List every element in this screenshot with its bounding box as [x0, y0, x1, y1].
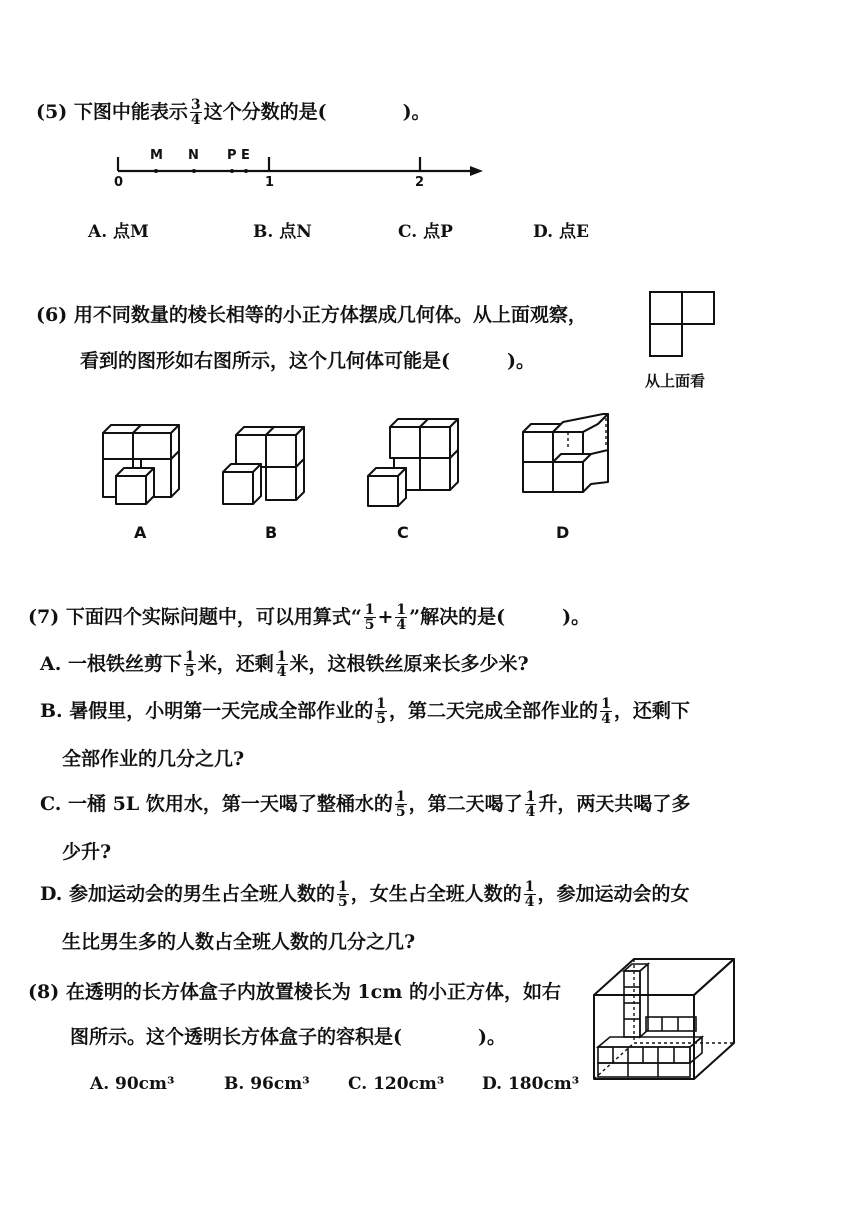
q7-b-text2: ，第二天完成全部作业的: [389, 699, 599, 722]
point-p: [230, 169, 234, 173]
solid-figure-d: [518, 410, 614, 496]
top-view-label: 从上面看: [645, 372, 706, 390]
tick-label-1: 1: [265, 175, 275, 190]
q8-option-d[interactable]: D. 180cm³: [482, 1074, 580, 1094]
q7-d-text3: ，参加运动会的女: [537, 882, 690, 905]
q8-line1: (8) 在透明的长方体盒子内放置棱长为 1cm 的小正方体，如右: [28, 981, 561, 1003]
q7-b-text3: ，还剩下: [613, 699, 690, 722]
q7-option-c[interactable]: [40, 790, 690, 820]
q7-a-frac2: $\frac{1}{4}$: [276, 649, 287, 681]
q7-d-text1: D. 参加运动会的男生占全班人数的: [40, 882, 336, 905]
q7-option-d[interactable]: [40, 880, 690, 910]
q8-option-b[interactable]: B. 96cm³: [224, 1074, 310, 1094]
q7-b-frac1: $\frac{1}{5}$: [376, 696, 387, 728]
figure-label-d[interactable]: D: [556, 523, 570, 542]
q7-option-b-line2: 全部作业的几分之几?: [62, 748, 245, 770]
q7-a-text2: 米，还剩: [197, 652, 274, 675]
q7-option-c-line2: 少升?: [62, 841, 112, 863]
top-view-figure: [646, 289, 718, 359]
solid-figure-b: [218, 420, 318, 508]
q7-stem-a: (7) 下面四个实际问题中，可以用算式“: [28, 605, 362, 628]
figure-label-b[interactable]: B: [265, 523, 278, 542]
q7-d-text2: ，女生占全班人数的: [350, 882, 522, 905]
q7-stem-b: ”解决的是( )。: [409, 605, 591, 628]
q8-option-c[interactable]: C. 120cm³: [348, 1074, 445, 1094]
q5-stem: [36, 98, 431, 128]
q7-c-text1: C. 一桶 5L 饮用水，第一天喝了整桶水的: [40, 792, 393, 815]
q7-stem-frac2: $\frac{1}{4}$: [396, 602, 407, 634]
figure-label-a[interactable]: A: [134, 523, 147, 542]
q7-stem-frac1: $\frac{1}{5}$: [364, 602, 375, 634]
q7-c-frac2: $\frac{1}{4}$: [525, 789, 536, 821]
q7-b-frac2: $\frac{1}{4}$: [601, 696, 611, 728]
q7-c-frac1: $\frac{1}{5}$: [395, 789, 406, 821]
solid-figure-a: [98, 422, 182, 506]
q7-stem: [28, 603, 590, 633]
label-n: N: [188, 148, 199, 163]
point-e: [244, 169, 248, 173]
transparent-box-figure: [590, 955, 740, 1085]
label-e: E: [241, 148, 250, 163]
q7-b-text1: B. 暑假里，小明第一天完成全部作业的: [40, 699, 374, 722]
q5-suffix: 这个分数的是( )。: [203, 100, 431, 123]
q5-fraction: $\frac{3}{4}$: [190, 97, 201, 129]
q7-d-frac2: $\frac{1}{4}$: [524, 879, 535, 911]
figure-label-c[interactable]: C: [397, 523, 409, 542]
q7-c-text3: 升，两天共喝了多: [538, 792, 691, 815]
q7-stem-plus: +: [377, 605, 394, 628]
q7-a-text1: A. 一根铁丝剪下: [40, 652, 182, 675]
q6-line1: (6) 用不同数量的棱长相等的小正方体摆成几何体。从上面观察，: [36, 304, 587, 326]
q5-option-a[interactable]: A. 点M: [88, 222, 149, 242]
q7-option-a[interactable]: [40, 650, 529, 680]
q7-d-frac1: $\frac{1}{5}$: [338, 879, 348, 911]
q8-option-a[interactable]: A. 90cm³: [90, 1074, 175, 1094]
label-m: M: [150, 148, 163, 163]
solid-figure-c: [364, 414, 464, 510]
q5-option-d[interactable]: D. 点E: [533, 222, 589, 242]
tick-label-2: 2: [415, 175, 425, 190]
tick-label-0: 0: [114, 175, 124, 190]
q7-a-frac1: $\frac{1}{5}$: [184, 649, 195, 681]
q6-line2: 看到的图形如右图所示，这个几何体可能是( )。: [80, 350, 535, 372]
q7-option-b[interactable]: [40, 697, 690, 727]
point-m: [154, 169, 158, 173]
label-p: P: [227, 148, 237, 163]
q8-line2: 图所示。这个透明长方体盒子的容积是( )。: [70, 1026, 506, 1048]
q7-a-text3: 米，这根铁丝原来长多少米?: [289, 652, 529, 675]
q5-prefix: (5) 下图中能表示: [36, 100, 188, 123]
point-n: [192, 169, 196, 173]
q5-option-c[interactable]: C. 点P: [398, 222, 453, 242]
q7-option-d-line2: 生比男生多的人数占全班人数的几分之几?: [62, 931, 416, 953]
number-line-arrow: [470, 166, 483, 176]
q7-c-text2: ，第二天喝了: [408, 792, 523, 815]
q5-option-b[interactable]: B. 点N: [253, 222, 312, 242]
